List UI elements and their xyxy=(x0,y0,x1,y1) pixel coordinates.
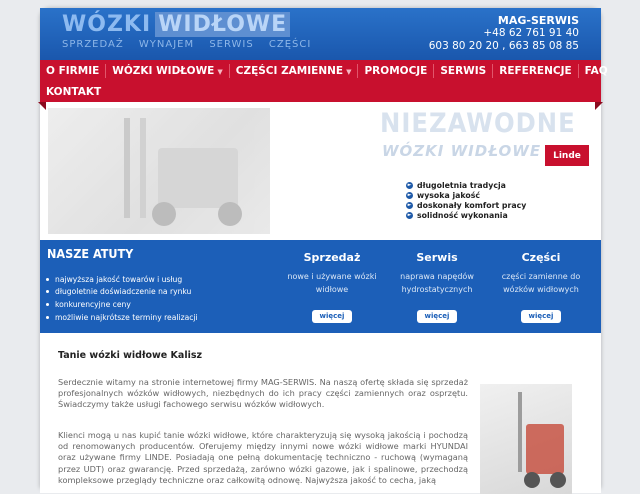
service-title: Sprzedaż xyxy=(303,251,361,264)
phone-mobile[interactable]: 603 80 20 20 , 663 85 08 85 xyxy=(428,40,579,52)
nav-row-1 xyxy=(40,60,614,81)
service-sprzedaz xyxy=(280,240,384,333)
hero-feature xyxy=(406,190,526,200)
bullet-icon xyxy=(46,290,49,293)
feature-label: długoletnia tradycja xyxy=(417,180,506,190)
nav-label: CZĘŚCI ZAMIENNE xyxy=(235,64,344,77)
feature-label: solidność wykonania xyxy=(417,210,508,220)
nav-label: KONTAKT xyxy=(46,85,102,98)
nav-item-serwis[interactable] xyxy=(434,65,492,77)
page-title: Tanie wózki widłowe Kalisz xyxy=(58,350,203,361)
nav-item-promocje[interactable] xyxy=(358,65,433,77)
hero-banner xyxy=(40,102,601,240)
site-header xyxy=(40,8,601,60)
tagline-item: SERWIS xyxy=(209,39,254,50)
intro-paragraph: Serdecznie witamy na stronie internetowej firmy MAG-SERWIS. Na naszą ofertę składa się sprzedaż profesjonalnych wózków widłowych, niezbędnych do ich pracy części zamiennych oraz osprzętu. Świadczymy także usługi fachowego serwisu wózków widłowych. xyxy=(58,377,468,410)
atuty-label: najwyższa jakość towarów i usług xyxy=(55,274,183,284)
hero-subheadline: WÓZKI WIDŁOWE xyxy=(382,142,542,160)
nav-item-kontakt[interactable] xyxy=(40,86,107,98)
logo-tagline xyxy=(62,39,322,50)
services-band xyxy=(40,240,601,333)
site-logo[interactable] xyxy=(62,12,290,37)
more-button[interactable]: więcej xyxy=(417,310,457,323)
service-desc-line: wózków widłowych xyxy=(503,285,579,294)
linde-button[interactable]: Linde xyxy=(545,145,589,166)
more-button[interactable]: więcej xyxy=(312,310,352,323)
body-paragraph: Klienci mogą u nas kupić tanie wózki widłowe, które charakteryzują się wysoką jakością i pochodzą od renomowanych producentów. Oferujemy między innymi nowe wózki widłowe marki HYUNDAI oraz używane firmy LINDE. Posiadają one pełną dokumentację techniczno - ruchową (wymaganą przez UDT) oraz gwarancję. Przed sprzedażą, zarówno wózki gazowe, jak i spalinowe, przechodzą kompleksowe przeglądy techniczne oraz całkowitą odnowę. Najwyższa jakość to cecha, jaką xyxy=(58,430,468,485)
arrow-bullet-icon: ► xyxy=(407,191,412,198)
company-name: MAG-SERWIS xyxy=(497,14,579,27)
nav-item-referencje[interactable] xyxy=(493,65,577,77)
arrow-bullet-icon: ► xyxy=(407,201,412,208)
service-desc xyxy=(280,270,384,296)
nav-label: WÓZKI WIDŁOWE xyxy=(112,64,215,77)
atuty-title: NASZE ATUTY xyxy=(47,246,134,261)
main-content xyxy=(40,333,601,493)
atuty-label: możliwie najkrótsze terminy realizacji xyxy=(55,312,198,322)
logo-word-2: WIDŁOWE xyxy=(155,12,290,37)
feature-label: wysoka jakość xyxy=(417,190,480,200)
phone-landline[interactable]: +48 62 761 91 40 xyxy=(483,27,579,39)
hero-feature xyxy=(406,200,526,210)
header-contact xyxy=(429,14,579,53)
more-button[interactable]: więcej xyxy=(521,310,561,323)
service-desc-line: naprawa napędów xyxy=(400,272,474,281)
service-desc-line: hydrostatycznych xyxy=(401,285,473,294)
bullet-icon xyxy=(46,303,49,306)
ribbon-fold-left xyxy=(38,102,46,110)
nav-item-wozki-widlowe[interactable] xyxy=(106,65,228,77)
nasze-atuty xyxy=(40,240,266,333)
nav-label: REFERENCJE xyxy=(499,64,572,77)
service-desc xyxy=(385,270,489,296)
nav-label: PROMOCJE xyxy=(364,64,428,77)
arrow-bullet-icon: ► xyxy=(407,211,412,218)
service-czesci xyxy=(489,240,593,333)
chevron-down-icon: ▼ xyxy=(217,67,223,76)
arrow-bullet-icon: ► xyxy=(407,181,412,188)
bullet-icon xyxy=(46,278,49,281)
service-title: Części xyxy=(521,251,561,264)
nav-label: SERWIS xyxy=(440,64,487,77)
atuty-label: długoletnie doświadczenie na rynku xyxy=(55,287,192,297)
forklift-photo xyxy=(48,108,270,234)
main-nav xyxy=(40,60,608,102)
chevron-down-icon: ▼ xyxy=(346,67,352,76)
atuty-item xyxy=(46,311,198,324)
nav-label: FAQ xyxy=(584,64,608,77)
hero-feature xyxy=(406,210,526,220)
service-desc-line: części zamienne do xyxy=(501,272,581,281)
tagline-item: SPRZEDAŻ xyxy=(62,39,124,50)
atuty-list xyxy=(46,273,198,323)
nav-item-czesci-zamienne[interactable] xyxy=(230,65,358,77)
bullet-icon xyxy=(46,316,49,319)
logo-word-1: WÓZKI xyxy=(62,12,152,37)
forklift-thumbnail[interactable] xyxy=(480,384,572,494)
nav-item-faq[interactable] xyxy=(579,65,614,77)
service-serwis xyxy=(385,240,489,333)
service-desc xyxy=(489,270,593,296)
hero-feature xyxy=(406,180,526,190)
tagline-item: CZĘŚCI xyxy=(268,39,312,50)
service-desc-line: widłowe xyxy=(315,285,349,294)
feature-label: doskonały komfort pracy xyxy=(417,200,527,210)
hero-headline: NIEZAWODNE xyxy=(380,108,576,139)
hero-feature-list xyxy=(406,180,526,220)
nav-label: O FIRMIE xyxy=(46,64,100,77)
atuty-item xyxy=(46,286,198,299)
tagline-item: WYNAJEM xyxy=(138,39,195,50)
atuty-label: konkurencyjne ceny xyxy=(55,299,131,309)
ribbon-fold-right xyxy=(595,102,603,110)
service-title: Serwis xyxy=(416,251,458,264)
atuty-item xyxy=(46,298,198,311)
service-desc-line: nowe i używane wózki xyxy=(287,272,377,281)
page-wrapper xyxy=(40,8,608,488)
nav-item-o-firmie[interactable] xyxy=(40,65,105,77)
nav-row-2 xyxy=(40,81,107,102)
atuty-item xyxy=(46,273,198,286)
